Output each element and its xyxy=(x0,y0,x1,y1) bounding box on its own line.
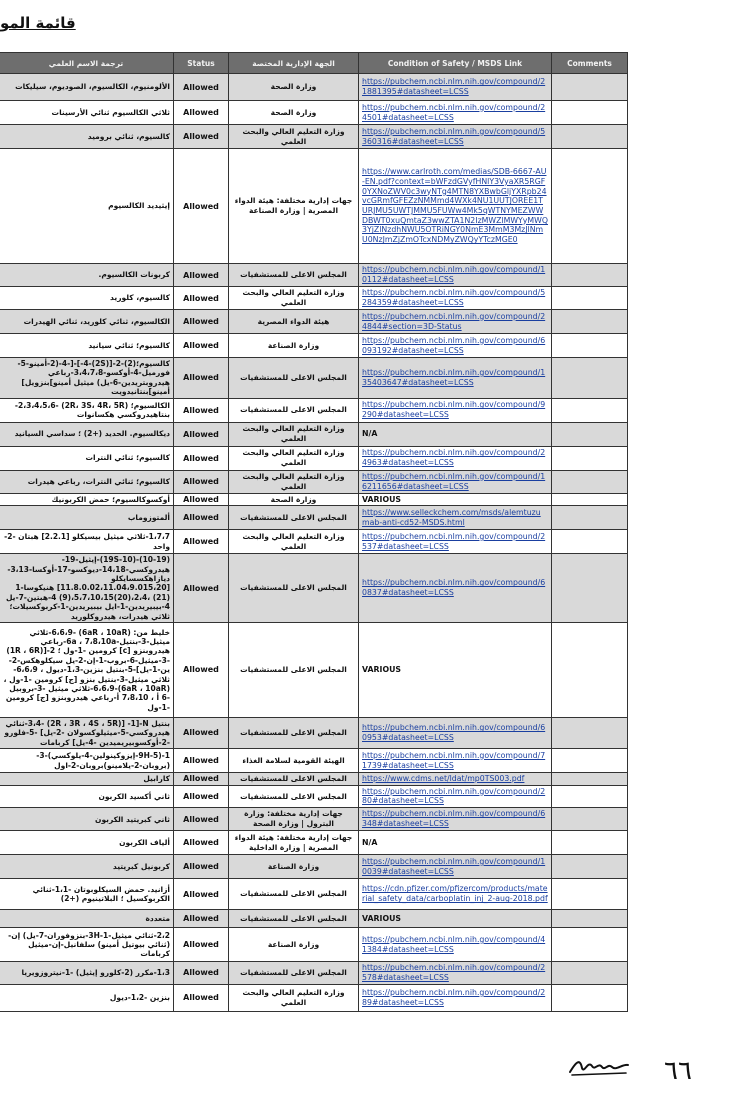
cell-msds-link xyxy=(359,422,552,446)
cell-authority: وزارة الصحة xyxy=(229,493,359,506)
msds-link[interactable]: https://pubchem.ncbi.nlm.nih.gov/compound/6093192#datasheet=LCSS xyxy=(362,335,546,355)
table-row xyxy=(0,855,628,879)
cell-status: Allowed xyxy=(174,149,229,264)
cell-arabic-name: كالسيوم؛ ثنائي النترات xyxy=(0,446,174,470)
cell-authority: المجلس الاعلى للمستشفيات xyxy=(229,785,359,807)
cell-comments xyxy=(552,785,628,807)
cell-comments xyxy=(552,422,628,446)
cell-comments xyxy=(552,773,628,786)
cell-arabic-name: أزانيد. حمض السيكلوبوتان -1،1-ثنائي الكربوكسيل ؛ البلاتينيوم (+2) xyxy=(0,879,174,910)
cell-comments xyxy=(552,398,628,422)
cell-comments xyxy=(552,446,628,470)
table-row xyxy=(0,984,628,1011)
cell-arabic-name: 1،3-مكرر (2-كلورو إيثيل) -1-نيتروزويريا xyxy=(0,962,174,984)
table-row xyxy=(0,334,628,358)
table-row xyxy=(0,446,628,470)
cell-arabic-name: 2،2-ثنائي ميثيل-3H-1-بنزوفوران-7-يل) إن-(ثنائي بيوتيل أمينو) سلفانيل-إن-ميثيل كربامات xyxy=(0,928,174,962)
cell-msds-link xyxy=(359,493,552,506)
table-row xyxy=(0,879,628,910)
cell-arabic-name: ثاني كبريتيد الكربون xyxy=(0,808,174,831)
cell-arabic-name: كالسيوم؛ ثنائي سيانيد xyxy=(0,334,174,358)
cell-status: Allowed xyxy=(174,422,229,446)
cell-comments xyxy=(552,493,628,506)
link-text: N/A xyxy=(362,429,378,439)
link-text: VARIOUS xyxy=(362,494,402,504)
link-text: N/A xyxy=(362,837,378,847)
column-header-comments: Comments xyxy=(552,53,628,74)
cell-comments xyxy=(552,962,628,984)
cell-msds-link xyxy=(359,785,552,807)
cell-status: Allowed xyxy=(174,470,229,493)
cell-comments xyxy=(552,530,628,554)
msds-link[interactable]: https://pubchem.ncbi.nlm.nih.gov/compound/5360316#datasheet=LCSS xyxy=(362,126,546,146)
cell-comments xyxy=(552,879,628,910)
link-text: VARIOUS xyxy=(362,913,402,923)
cell-status: Allowed xyxy=(174,125,229,149)
column-header-msds-link: Condition of Safety / MSDS Link xyxy=(359,53,552,74)
cell-msds-link xyxy=(359,879,552,910)
cell-msds-link xyxy=(359,962,552,984)
cell-arabic-name: 1-(9H-5-إيزوكينولين-4-يلوكسي)-3-(بروبان-2-يلامينو)بروبان-2-اول xyxy=(0,749,174,773)
signature-icon xyxy=(568,1052,630,1078)
table-row xyxy=(0,622,628,717)
cell-msds-link xyxy=(359,264,552,287)
cell-msds-link xyxy=(359,287,552,310)
cell-authority: المجلس الاعلى للمستشفيات xyxy=(229,717,359,748)
cell-msds-link xyxy=(359,506,552,530)
cell-msds-link xyxy=(359,358,552,399)
cell-msds-link xyxy=(359,928,552,962)
cell-authority: وزارة التعليم العالي والبحث العلمي xyxy=(229,530,359,554)
msds-link[interactable]: https://pubchem.ncbi.nlm.nih.gov/compound/289#datasheet=LCSS xyxy=(362,987,546,1007)
cell-authority: جهات إدارية مختلفة: هيئة الدواء المصرية | وزارة الصناعة xyxy=(229,149,359,264)
cell-status: Allowed xyxy=(174,928,229,962)
table-row xyxy=(0,831,628,855)
cell-msds-link xyxy=(359,554,552,623)
table-row xyxy=(0,398,628,422)
column-header-status: Status xyxy=(174,53,229,74)
cell-status: Allowed xyxy=(174,855,229,879)
table-row xyxy=(0,470,628,493)
cell-status: Allowed xyxy=(174,962,229,984)
msds-link[interactable]: https://www.cdms.net/ldat/mp0TS003.pdf xyxy=(362,774,525,783)
cell-authority: المجلس الاعلى للمستشفيات xyxy=(229,910,359,928)
cell-comments xyxy=(552,717,628,748)
cell-status: Allowed xyxy=(174,493,229,506)
chemicals-table xyxy=(0,52,628,1012)
cell-msds-link xyxy=(359,749,552,773)
cell-arabic-name: ديكالسيوم. الحديد (+2) ؛ سداسي السيانيد xyxy=(0,422,174,446)
table-header-row xyxy=(0,53,628,74)
cell-comments xyxy=(552,928,628,962)
cell-arabic-name: أوكسوكالسيوم؛ حمض الكربونيك xyxy=(0,493,174,506)
table-row xyxy=(0,149,628,264)
cell-arabic-name: ألياف الكربون xyxy=(0,831,174,855)
cell-arabic-name: كربونات الكالسيوم. xyxy=(0,264,174,287)
cell-comments xyxy=(552,101,628,125)
cell-arabic-name: الألومنيوم، الكالسيوم، الصوديوم، سيليكات xyxy=(0,74,174,101)
cell-msds-link xyxy=(359,984,552,1011)
msds-link[interactable]: https://pubchem.ncbi.nlm.nih.gov/compound/2537#datasheet=LCSS xyxy=(362,532,546,551)
cell-status: Allowed xyxy=(174,831,229,855)
msds-link[interactable]: https://pubchem.ncbi.nlm.nih.gov/compound/9290#datasheet=LCSS xyxy=(362,400,546,419)
cell-status: Allowed xyxy=(174,74,229,101)
cell-status: Allowed xyxy=(174,622,229,717)
cell-status: Allowed xyxy=(174,398,229,422)
cell-msds-link xyxy=(359,446,552,470)
cell-arabic-name: كارابيل xyxy=(0,773,174,786)
cell-comments xyxy=(552,310,628,334)
cell-authority: وزارة الصناعة xyxy=(229,334,359,358)
cell-msds-link xyxy=(359,398,552,422)
cell-arabic-name: بنزين -1،2-ديول xyxy=(0,984,174,1011)
msds-link[interactable]: https://www.carlroth.com/medias/SDB-6667-AU-EN.pdf?context=bWFzdGVyfHNlY3VyaXR5RGF0YXNoZWV0c3wyNTg4MTN8YXBwbGljYXRpb24vcGRmfGFEZzNMMmd4WXk4NU1UUTJOREE1TURJMU5UWTJMMU5FUWw4Mk5qWTNYMEZWWDBWT0xuQmtaZ3wwZTA1N2IzMWZlMWYyMWQ3YjZlNzdhNWU5OTRiNGY0NmE3MmM3MzJlNmU0NzJmZjZmOTcxNDMyZWQyYTczMGE0 xyxy=(362,167,548,245)
cell-msds-link xyxy=(359,622,552,717)
cell-arabic-name: الكالسيوم، ثنائي كلوريد، ثنائي الهيدرات xyxy=(0,310,174,334)
cell-comments xyxy=(552,74,628,101)
table-row xyxy=(0,773,628,786)
cell-authority: وزارة التعليم العالي والبحث العلمي xyxy=(229,287,359,310)
cell-arabic-name: كالسيوم؛ ثنائي النترات، رباعي هيدرات xyxy=(0,470,174,493)
cell-authority: المجلس الاعلى للمستشفيات xyxy=(229,358,359,399)
cell-status: Allowed xyxy=(174,773,229,786)
msds-link[interactable]: https://pubchem.ncbi.nlm.nih.gov/compound/280#datasheet=LCSS xyxy=(362,786,546,806)
table-row xyxy=(0,717,628,748)
cell-msds-link xyxy=(359,334,552,358)
table-row xyxy=(0,358,628,399)
cell-authority: المجلس الاعلى للمستشفيات xyxy=(229,622,359,717)
cell-comments xyxy=(552,506,628,530)
cell-arabic-name: متعددة xyxy=(0,910,174,928)
cell-status: Allowed xyxy=(174,287,229,310)
msds-link[interactable]: https://pubchem.ncbi.nlm.nih.gov/compound/135403647#datasheet=LCSS xyxy=(362,368,546,387)
cell-arabic-name: كالسيوم، كلوريد xyxy=(0,287,174,310)
cell-msds-link xyxy=(359,149,552,264)
cell-status: Allowed xyxy=(174,808,229,831)
msds-link[interactable]: https://pubchem.ncbi.nlm.nih.gov/compound/60953#datasheet=LCSS xyxy=(362,723,546,742)
msds-link[interactable]: https://pubchem.ncbi.nlm.nih.gov/compound/21881395#datasheet=LCSS xyxy=(362,77,546,96)
link-text: VARIOUS xyxy=(362,665,402,674)
msds-link[interactable]: https://pubchem.ncbi.nlm.nih.gov/compound/10039#datasheet=LCSS xyxy=(362,856,546,876)
cell-arabic-name: ثلاثي الكالسيوم ثنائي الأرسينات xyxy=(0,101,174,125)
cell-status: Allowed xyxy=(174,554,229,623)
msds-link[interactable]: https://pubchem.ncbi.nlm.nih.gov/compound/2578#datasheet=LCSS xyxy=(362,963,546,982)
msds-link[interactable]: https://pubchem.ncbi.nlm.nih.gov/compound/71739#datasheet=LCSS xyxy=(362,750,546,770)
cell-arabic-name: كالسيوم، ثنائي بروميد xyxy=(0,125,174,149)
cell-comments xyxy=(552,287,628,310)
page-number: ٦٦ xyxy=(664,1056,692,1086)
msds-link[interactable]: https://pubchem.ncbi.nlm.nih.gov/compound/5284359#datasheet=LCSS xyxy=(362,288,546,307)
cell-status: Allowed xyxy=(174,101,229,125)
cell-authority: وزارة الصناعة xyxy=(229,928,359,962)
cell-msds-link xyxy=(359,808,552,831)
cell-msds-link xyxy=(359,530,552,554)
table-row xyxy=(0,910,628,928)
cell-arabic-name: ألمتوزوماب xyxy=(0,506,174,530)
table-row xyxy=(0,264,628,287)
cell-msds-link xyxy=(359,101,552,125)
cell-msds-link xyxy=(359,470,552,493)
table-row xyxy=(0,506,628,530)
cell-status: Allowed xyxy=(174,879,229,910)
cell-arabic-name: بنتيل N-[1- [(2R ، 3R ، 4S ، 5R) -3،4-ثنائي هيدروكسي-5-ميثيلوكسولان -2-يل] -5-فلورو -2-أوكسوبيريميدين -4-يل] كربامات xyxy=(0,717,174,748)
cell-authority: جهات إدارية مختلفة: هيئة الدواء المصرية | وزارة الداخلية xyxy=(229,831,359,855)
table-row xyxy=(0,554,628,623)
msds-link[interactable]: https://pubchem.ncbi.nlm.nih.gov/compound/16211656#datasheet=LCSS xyxy=(362,471,546,491)
cell-status: Allowed xyxy=(174,358,229,399)
cell-status: Allowed xyxy=(174,717,229,748)
column-header-arabic-name: ترجمة الاسم العلمي xyxy=(0,53,174,74)
cell-status: Allowed xyxy=(174,506,229,530)
cell-status: Allowed xyxy=(174,334,229,358)
cell-comments xyxy=(552,808,628,831)
cell-status: Allowed xyxy=(174,530,229,554)
cell-comments xyxy=(552,149,628,264)
cell-comments xyxy=(552,831,628,855)
cell-comments xyxy=(552,334,628,358)
cell-arabic-name: خليط من: (6aR ، 10aR) -6،6،9-ثلاثي ميثيل-3-بنتيل-6a ، 7،8،10a-رباعي هيدروبنزو [c] كرومين -1-ول ؛ 2-[(1R ، 6R) -3-ميثيل-6-بروب-1-إن-2-يل سيكلوهكس-2-ين-1-يل]-5-بنتيل بنزين-1،3-ديول ، 6،6،9-ثلاثي ميثيل-3-بنتيل بنزو [ج] كرومين -1-ول ، (6aR ، 10aR)-6،6،9-ثلاثي ميثيل -3-بروبيل -6 أ ، 7،8،10 أ-رباعي هيدروبنزو [ج] كرومين -1-ول xyxy=(0,622,174,717)
table-row xyxy=(0,310,628,334)
msds-link[interactable]: https://pubchem.ncbi.nlm.nih.gov/compound/6348#datasheet=LCSS xyxy=(362,809,546,829)
cell-comments xyxy=(552,554,628,623)
table-body xyxy=(0,74,628,1012)
cell-arabic-name: كالسيوم؛(2)-2-[(2S)-4-]-[-4-(2-أمينو-5-فورميل-4-أوكسو-3،4،7،8-رباعي هيدروبتريدين-6-يل) ميثيل أمينو]بنزويل] أمينو]بنتانيدويت xyxy=(0,358,174,399)
cell-authority: المجلس الاعلى للمستشفيات xyxy=(229,962,359,984)
cell-arabic-name: إيثيديد الكالسيوم xyxy=(0,149,174,264)
cell-msds-link xyxy=(359,74,552,101)
cell-authority: المجلس الاعلى للمستشفيات xyxy=(229,773,359,786)
cell-msds-link xyxy=(359,855,552,879)
cell-msds-link xyxy=(359,773,552,786)
column-header-authority: الجهة الإدارية المختصة xyxy=(229,53,359,74)
cell-status: Allowed xyxy=(174,446,229,470)
cell-authority: المجلس الاعلى للمستشفيات xyxy=(229,506,359,530)
cell-status: Allowed xyxy=(174,749,229,773)
cell-authority: هيئة الدواء المصرية xyxy=(229,310,359,334)
msds-link[interactable]: https://pubchem.ncbi.nlm.nih.gov/compound/10112#datasheet=LCSS xyxy=(362,265,546,284)
cell-authority: المجلس الاعلى للمستشفيات xyxy=(229,554,359,623)
cell-msds-link xyxy=(359,717,552,748)
cell-status: Allowed xyxy=(174,785,229,807)
msds-link[interactable]: https://pubchem.ncbi.nlm.nih.gov/compound/60837#datasheet=LCSS xyxy=(362,578,546,598)
cell-comments xyxy=(552,358,628,399)
cell-comments xyxy=(552,125,628,149)
cell-arabic-name: الكالسيوم؛ (2R، 3S، 4R، 5R) -2،3،4،5،6-بنتاهيدروكسي هكسانوات xyxy=(0,398,174,422)
table-row xyxy=(0,287,628,310)
msds-link[interactable]: https://pubchem.ncbi.nlm.nih.gov/compound/24963#datasheet=LCSS xyxy=(362,448,546,467)
cell-authority: وزارة التعليم العالي والبحث العلمي xyxy=(229,125,359,149)
cell-msds-link xyxy=(359,910,552,928)
table-row xyxy=(0,422,628,446)
cell-msds-link xyxy=(359,831,552,855)
cell-msds-link xyxy=(359,125,552,149)
table-row xyxy=(0,785,628,807)
cell-comments xyxy=(552,470,628,493)
cell-authority: وزارة التعليم العالي والبحث العلمي xyxy=(229,446,359,470)
table-row xyxy=(0,125,628,149)
cell-arabic-name: 1،7،7-ثلاثي ميثيل بيسيكلو [2.2.1] هبتان -2-واحد xyxy=(0,530,174,554)
cell-authority: المجلس الاعلى للمستشفيات xyxy=(229,264,359,287)
cell-comments xyxy=(552,749,628,773)
cell-comments xyxy=(552,855,628,879)
cell-authority: وزارة التعليم العالي والبحث العلمي xyxy=(229,470,359,493)
cell-authority: الهيئة القومية لسلامة الغذاء xyxy=(229,749,359,773)
page-title: قائمة المو xyxy=(0,14,76,32)
cell-status: Allowed xyxy=(174,264,229,287)
table-row xyxy=(0,749,628,773)
cell-authority: وزارة التعليم العالي والبحث العلمي xyxy=(229,984,359,1011)
table-row xyxy=(0,962,628,984)
cell-authority: وزارة الصحة xyxy=(229,101,359,125)
cell-authority: وزارة الصحة xyxy=(229,74,359,101)
cell-authority: وزارة الصناعة xyxy=(229,855,359,879)
msds-link[interactable]: https://www.selleckchem.com/msds/alemtuzumab-anti-cd52-MSDS.html xyxy=(362,508,541,527)
msds-link[interactable]: https://cdn.pfizer.com/pfizercom/products/material_safety_data/carboplatin_inj_2-aug-2018.pdf xyxy=(362,884,548,904)
cell-authority: جهات إدارية مختلفة: وزارة البترول | وزارة الصحة xyxy=(229,808,359,831)
msds-link[interactable]: https://pubchem.ncbi.nlm.nih.gov/compound/24501#datasheet=LCSS xyxy=(362,102,546,122)
msds-link[interactable]: https://pubchem.ncbi.nlm.nih.gov/compound/24844#section=3D-Status xyxy=(362,311,546,331)
cell-authority: وزارة التعليم العالي والبحث العلمي xyxy=(229,422,359,446)
cell-arabic-name: كربونيل كبريتيد xyxy=(0,855,174,879)
cell-status: Allowed xyxy=(174,310,229,334)
table-row xyxy=(0,808,628,831)
cell-comments xyxy=(552,910,628,928)
cell-arabic-name: ثاني أكسيد الكربون xyxy=(0,785,174,807)
table-row xyxy=(0,74,628,101)
cell-msds-link xyxy=(359,310,552,334)
table-row xyxy=(0,101,628,125)
cell-status: Allowed xyxy=(174,984,229,1011)
msds-link[interactable]: https://pubchem.ncbi.nlm.nih.gov/compound/41384#datasheet=LCSS xyxy=(362,934,546,954)
cell-arabic-name: (10-19)-(19S-10)-إيثيل-19-هيدروكسي-14،18-ديوكسو-17-أوكسا-3،13-ديازاهكسسايكلو [11.8.0.02،11.04،9.015،20] هنيكوسا-1 (21) ،2،4،(20)5،7،10،15،(9) 4-هبتين-7-يل 4-بيبيريدين-1-ايل بيبيريدين-1-كربوكسيلات؛ ثلاثي هيدرات، هيدروكلوريد xyxy=(0,554,174,623)
cell-status: Allowed xyxy=(174,910,229,928)
table-row xyxy=(0,530,628,554)
cell-authority: المجلس الاعلى للمستشفيات xyxy=(229,879,359,910)
cell-authority: المجلس الاعلى للمستشفيات xyxy=(229,398,359,422)
cell-comments xyxy=(552,984,628,1011)
cell-comments xyxy=(552,264,628,287)
table-row xyxy=(0,928,628,962)
cell-comments xyxy=(552,622,628,717)
table-row xyxy=(0,493,628,506)
